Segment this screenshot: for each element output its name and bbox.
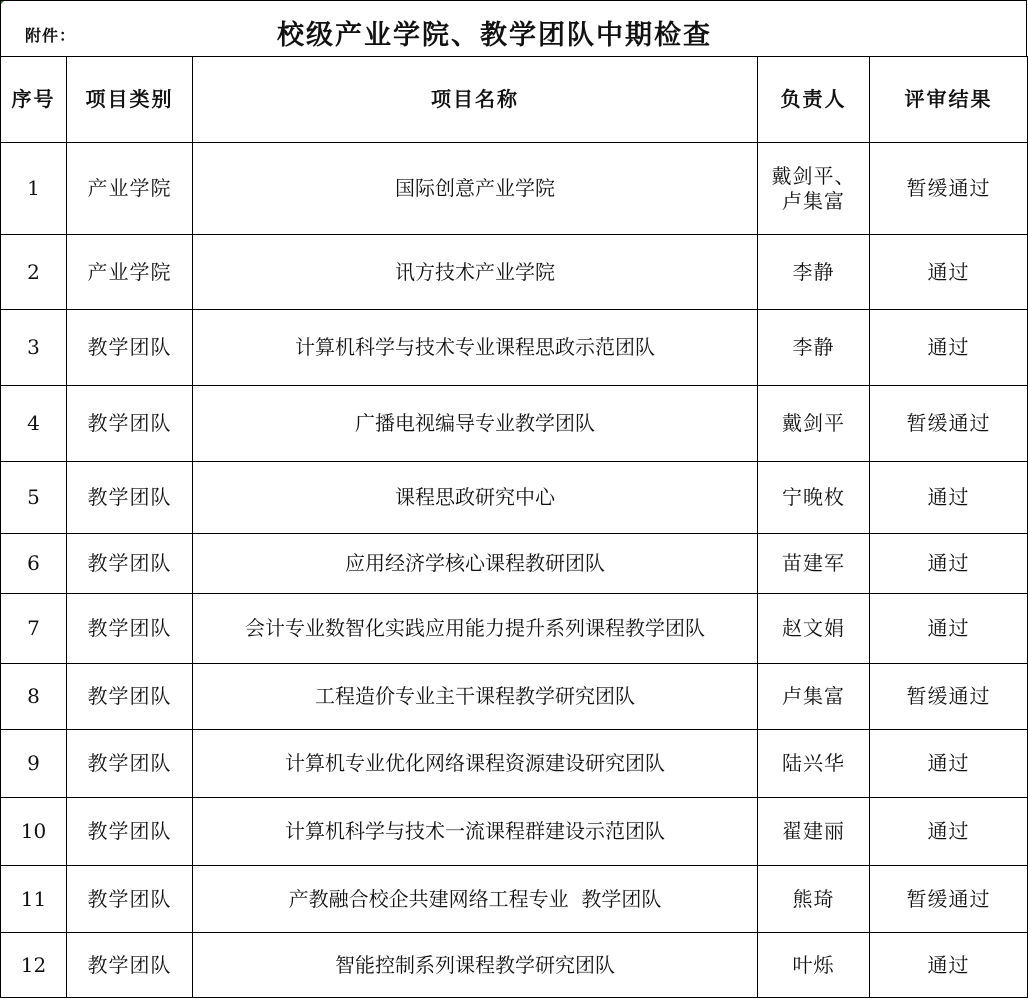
cell-owner: 李静 xyxy=(758,310,870,386)
table-row xyxy=(1,730,1028,798)
cell-category: 教学团队 xyxy=(67,866,193,933)
cell-project-name: 工程造价专业主干课程教学研究团队 xyxy=(193,664,758,730)
table-header-row xyxy=(1,57,1028,143)
cell-seq: 2 xyxy=(1,235,67,310)
cell-result: 通过 xyxy=(870,462,1028,534)
cell-owner: 赵文娟 xyxy=(758,594,870,664)
cell-category: 教学团队 xyxy=(67,310,193,386)
title-row xyxy=(0,0,1027,56)
attachment-label: 附件： xyxy=(25,26,77,45)
cell-owner: 戴剑平 xyxy=(758,386,870,462)
document-title: 校级产业学院、教学团队中期检查 xyxy=(277,20,712,51)
cell-result: 暂缓通过 xyxy=(870,386,1028,462)
cell-seq: 5 xyxy=(1,462,67,534)
cell-seq: 9 xyxy=(1,730,67,798)
cell-project-name: 广播电视编导专业教学团队 xyxy=(193,386,758,462)
cell-project-name: 讯方技术产业学院 xyxy=(193,235,758,310)
review-results-table xyxy=(0,56,1028,998)
cell-result: 通过 xyxy=(870,534,1028,594)
cell-result: 暂缓通过 xyxy=(870,664,1028,730)
cell-owner: 陆兴华 xyxy=(758,730,870,798)
column-header-category: 项目类别 xyxy=(67,57,193,143)
cell-owner: 宁晚枚 xyxy=(758,462,870,534)
cell-result: 通过 xyxy=(870,798,1028,866)
table-row xyxy=(1,866,1028,933)
cell-project-name xyxy=(193,866,758,933)
cell-owner: 李静 xyxy=(758,235,870,310)
column-header-name: 项目名称 xyxy=(193,57,758,143)
cell-project-name: 计算机科学与技术一流课程群建设示范团队 xyxy=(193,798,758,866)
column-header-seq: 序号 xyxy=(1,57,67,143)
column-header-result: 评审结果 xyxy=(870,57,1028,143)
cell-result: 通过 xyxy=(870,310,1028,386)
cell-owner: 熊琦 xyxy=(758,866,870,933)
cell-seq: 11 xyxy=(1,866,67,933)
cell-category: 教学团队 xyxy=(67,933,193,998)
cell-seq: 7 xyxy=(1,594,67,664)
cell-category: 教学团队 xyxy=(67,594,193,664)
cell-project-name: 国际创意产业学院 xyxy=(193,143,758,235)
cell-project-name: 计算机科学与技术专业课程思政示范团队 xyxy=(193,310,758,386)
cell-seq: 4 xyxy=(1,386,67,462)
cell-seq: 6 xyxy=(1,534,67,594)
cell-seq: 8 xyxy=(1,664,67,730)
owner-text: 戴剑平、卢集富 xyxy=(771,163,856,213)
cell-result: 通过 xyxy=(870,933,1028,998)
column-header-owner: 负责人 xyxy=(758,57,870,143)
cell-result: 暂缓通过 xyxy=(870,866,1028,933)
table-row xyxy=(1,310,1028,386)
cell-owner: 叶烁 xyxy=(758,933,870,998)
cell-owner: 卢集富 xyxy=(758,664,870,730)
cell-category: 产业学院 xyxy=(67,143,193,235)
cell-category: 教学团队 xyxy=(67,730,193,798)
table-row xyxy=(1,462,1028,534)
project-name-text: 产教融合校企共建网络工程专业 教学团队 xyxy=(288,886,662,911)
table-row xyxy=(1,798,1028,866)
cell-seq: 1 xyxy=(1,143,67,235)
cell-result: 通过 xyxy=(870,730,1028,798)
table-row xyxy=(1,235,1028,310)
cell-seq: 12 xyxy=(1,933,67,998)
cell-result: 暂缓通过 xyxy=(870,143,1028,235)
cell-project-name: 应用经济学核心课程教研团队 xyxy=(193,534,758,594)
cell-category: 教学团队 xyxy=(67,462,193,534)
table-row xyxy=(1,386,1028,462)
table-row xyxy=(1,664,1028,730)
cell-result: 通过 xyxy=(870,594,1028,664)
cell-result: 通过 xyxy=(870,235,1028,310)
cell-seq: 3 xyxy=(1,310,67,386)
cell-category: 教学团队 xyxy=(67,664,193,730)
table-row xyxy=(1,933,1028,998)
table-row xyxy=(1,143,1028,235)
cell-category: 教学团队 xyxy=(67,798,193,866)
cell-project-name: 课程思政研究中心 xyxy=(193,462,758,534)
table-row xyxy=(1,594,1028,664)
cell-seq: 10 xyxy=(1,798,67,866)
cell-category: 教学团队 xyxy=(67,386,193,462)
cell-owner xyxy=(758,143,870,235)
cell-project-name: 计算机专业优化网络课程资源建设研究团队 xyxy=(193,730,758,798)
cell-project-name: 智能控制系列课程教学研究团队 xyxy=(193,933,758,998)
cell-owner: 翟建丽 xyxy=(758,798,870,866)
cell-category: 产业学院 xyxy=(67,235,193,310)
cell-owner: 苗建军 xyxy=(758,534,870,594)
cell-category: 教学团队 xyxy=(67,534,193,594)
table-row xyxy=(1,534,1028,594)
cell-project-name: 会计专业数智化实践应用能力提升系列课程教学团队 xyxy=(193,594,758,664)
